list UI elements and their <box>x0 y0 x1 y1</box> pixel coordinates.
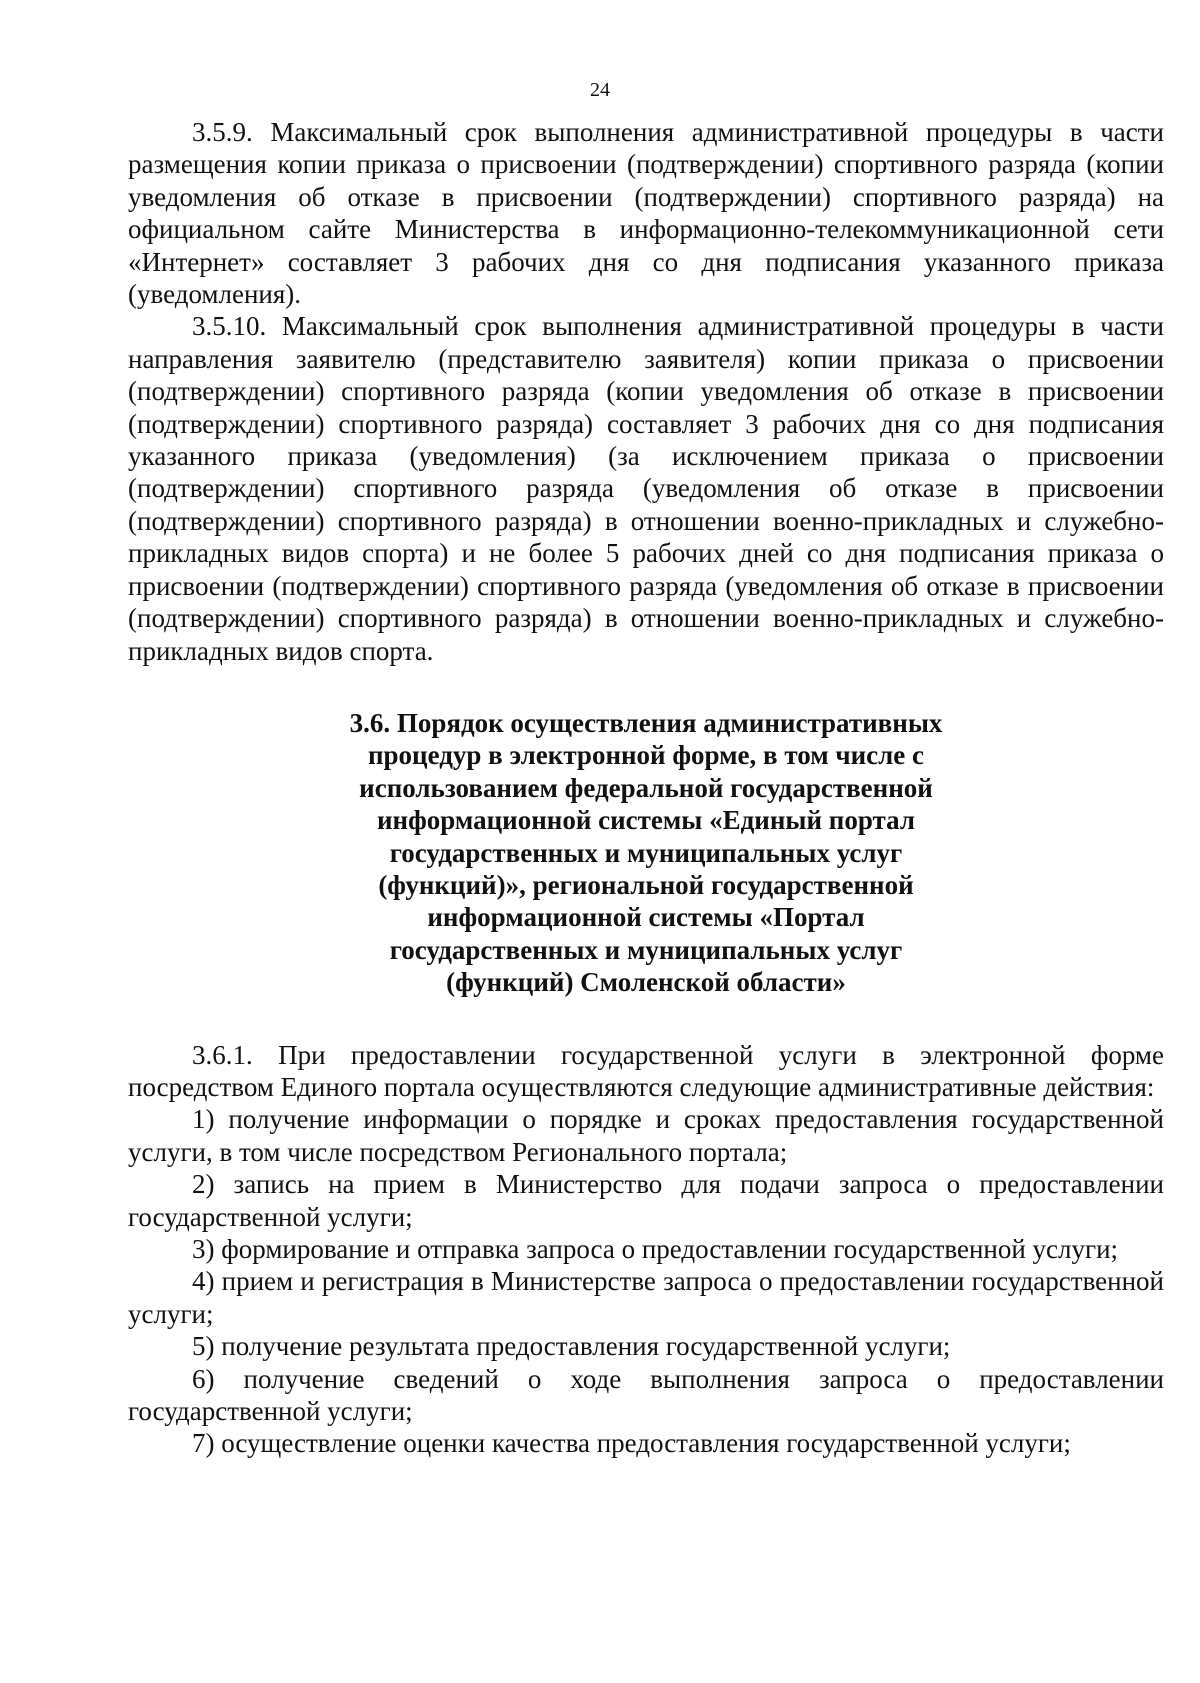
list-item-1: 1) получение информации о порядке и сроках предоставления государственной услуги, в том числе посредством Регионального портала; <box>128 1104 1164 1167</box>
paragraph-3-6-1: 3.6.1. При предоставлении государственной услуги в электронной форме посредством Единого портала осуществляются следующие административные действия: <box>128 1039 1164 1102</box>
document-body <box>128 116 1164 1460</box>
list-item-4: 4) прием и регистрация в Министерстве запроса о предоставлении государственной услуги; <box>128 1266 1164 1329</box>
section-heading-3-6: 3.6. Порядок осуществления административных процедур в электронной форме, в том числе с использованием федеральной государственной информационной системы «Единый портал государственных и муниципальных услуг (функций)», региональной государственной информационной системы «Портал государственных и муниципальных услуг (функций) Смоленской области» <box>349 707 943 998</box>
list-item-5: 5) получение результата предоставления государственной услуги; <box>192 1331 951 1362</box>
list-item-7: 7) осуществление оценки качества предоставления государственной услуги; <box>192 1428 1071 1459</box>
list-item-6: 6) получение сведений о ходе выполнения запроса о предоставлении государственной услуги; <box>128 1363 1164 1427</box>
paragraph-3-5-9: 3.5.9. Максимальный срок выполнения административной процедуры в части размещения копии приказа о присвоении (подтверждении) спортивного разряда (копии уведомления об отказе в присвоении (подтверждении) спортивного разряда) на официальном сайте Министерства в информационно-телекоммуникационной сети «Интернет» составляет 3 рабочих дня со дня подписания указанного приказа (уведомления). <box>128 117 1164 310</box>
list-item-2: 2) запись на прием в Министерство для подачи запроса о предоставлении государственной услуги; <box>128 1169 1164 1232</box>
paragraph-3-5-10: 3.5.10. Максимальный срок выполнения административной процедуры в части направления заявителю (представителю заявителя) копии приказа о присвоении (подтверждении) спортивного разряда (копии уведомления об отказе в присвоении (подтверждении) спортивного разряда) составляет 3 рабочих дня со дня подписания указанного приказа (уведомления) (за исключением приказа о присвоении (подтверждении) спортивного разряда (уведомления об отказе в присвоении (подтверждении) спортивного разряда) в отношении военно-прикладных и служебно-прикладных видов спорта) и не более 5 рабочих дней со дня подписания приказа о присвоении (подтверждении) спортивного разряда (уведомления об отказе в присвоении (подтверждении) спортивного разряда) в отношении военно-прикладных и служебно-прикладных видов спорта. <box>128 311 1164 666</box>
page-number: 24 <box>590 79 610 101</box>
list-item-3: 3) формирование и отправка запроса о предоставлении государственной услуги; <box>192 1234 1119 1264</box>
